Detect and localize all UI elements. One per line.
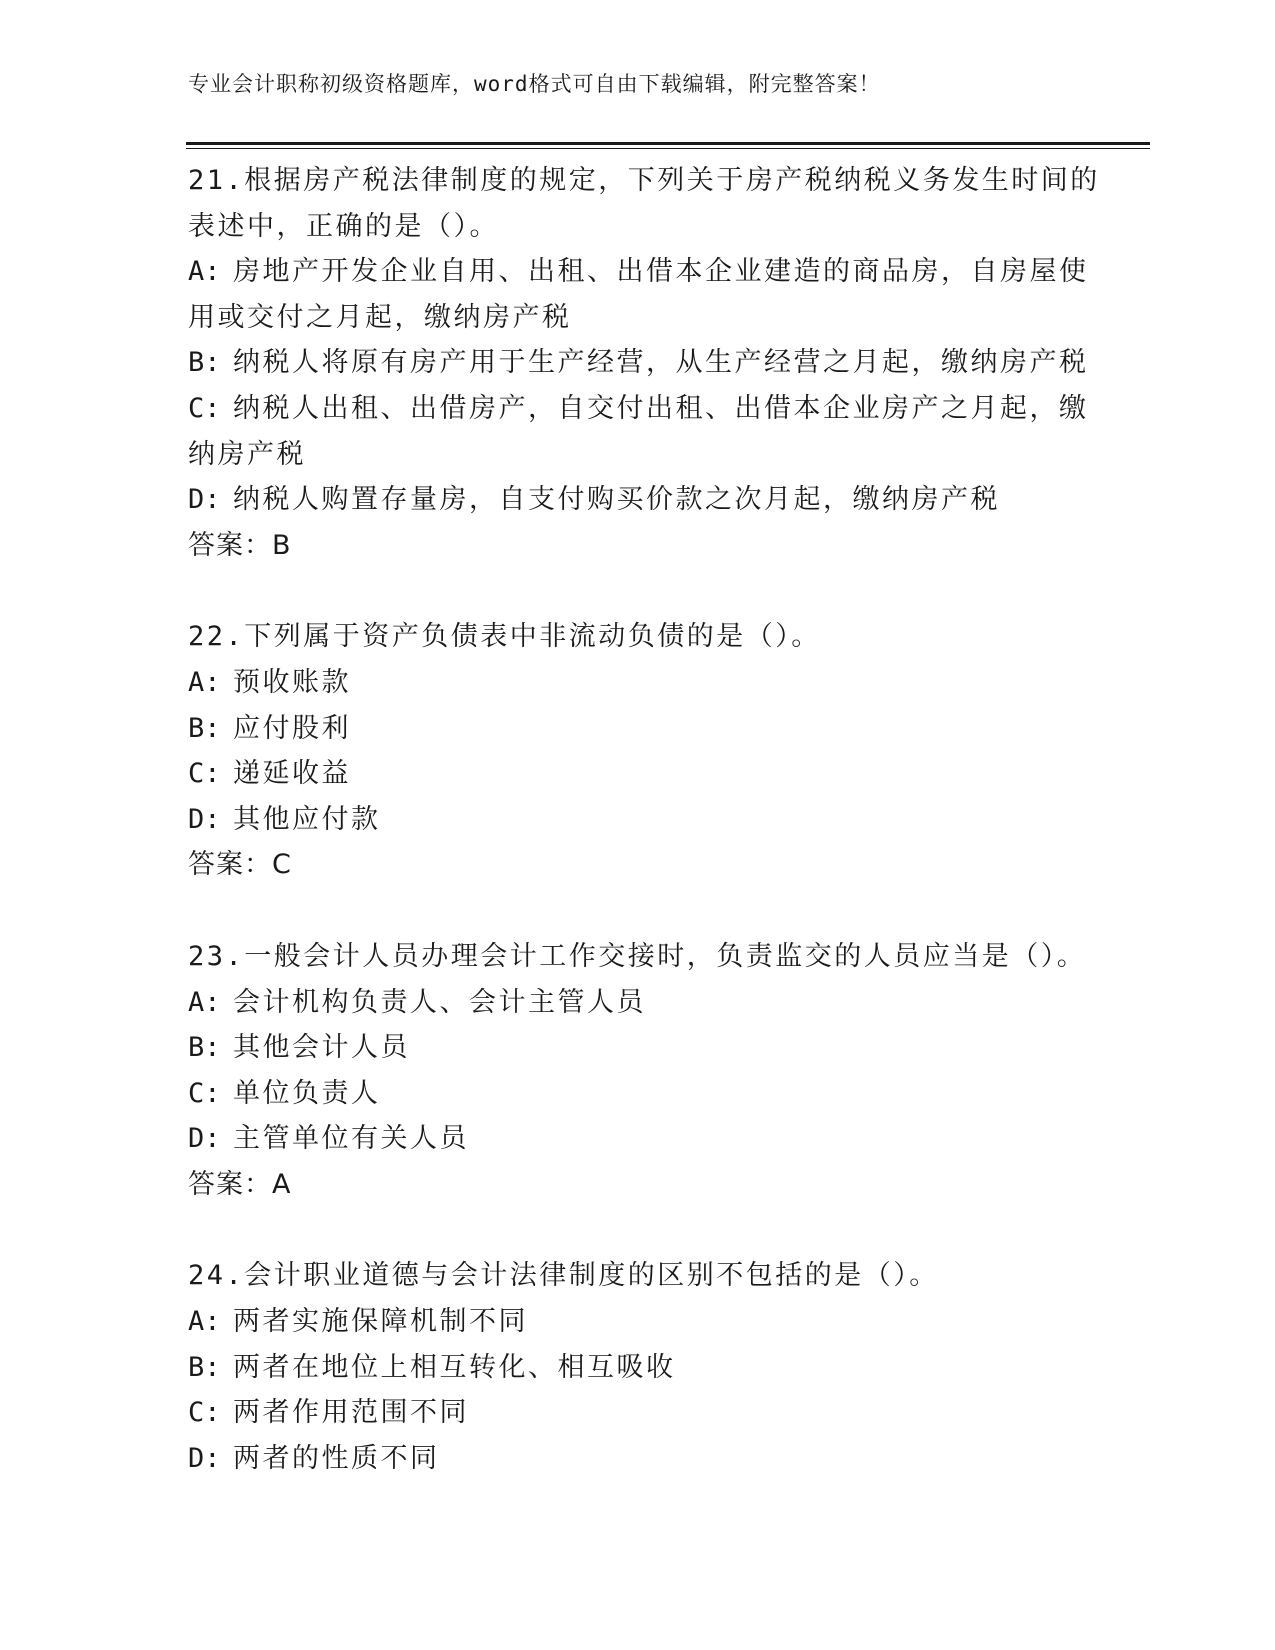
answer-line: 答案：C: [188, 849, 292, 881]
option-text: 单位负责人: [233, 1077, 381, 1109]
option-c: [188, 386, 1088, 432]
option-letter: A:: [188, 986, 221, 1018]
option-letter: A:: [188, 256, 221, 288]
question-24: [188, 1253, 1088, 1481]
option-letter: D:: [188, 1123, 221, 1155]
answer-line: 答案：A: [188, 1168, 292, 1200]
option-text: 纳税人出租、出借房产，自交付出租、出借本企业房产之月起，缴: [233, 392, 1089, 424]
option-a: [188, 249, 1088, 295]
question-list: [188, 158, 1100, 1481]
option-text: 房地产开发企业自用、出租、出借本企业建造的商品房，自房屋使: [233, 256, 1089, 288]
option-b: [188, 706, 1088, 752]
option-text: 纳税人将原有房产用于生产经营，从生产经营之月起，缴纳房产税: [233, 347, 1089, 379]
option-a: [188, 1299, 1088, 1345]
option-text: 纳税人购置存量房，自支付购买价款之次月起，缴纳房产税: [233, 484, 1000, 516]
question-22: [188, 614, 1088, 888]
question-23: [188, 934, 1088, 1208]
option-c: [188, 1390, 1088, 1436]
option-letter: B:: [188, 1351, 221, 1383]
option-d: [188, 1436, 1088, 1482]
header-rule-thick: [186, 142, 1150, 145]
option-c-continued: 纳房产税: [188, 438, 306, 470]
option-text: 其他会计人员: [233, 1032, 410, 1064]
option-letter: C:: [188, 392, 221, 424]
option-a: [188, 660, 1088, 706]
option-letter: D:: [188, 484, 221, 516]
option-letter: A:: [188, 1306, 221, 1338]
option-text: 两者在地位上相互转化、相互吸收: [233, 1351, 676, 1383]
option-letter: B:: [188, 347, 221, 379]
header-rule-thin: [186, 148, 1150, 149]
option-text: 预收账款: [233, 666, 351, 698]
option-text: 会计机构负责人、会计主管人员: [233, 986, 646, 1018]
option-letter: B:: [188, 712, 221, 744]
option-a-continued: 用或交付之月起，缴纳房产税: [188, 301, 572, 333]
option-letter: D:: [188, 803, 221, 835]
question-stem-line: 表述中，正确的是（）。: [188, 210, 499, 242]
option-text: 递延收益: [233, 758, 351, 790]
option-d: [188, 477, 1088, 523]
option-text: 应付股利: [233, 712, 351, 744]
question-stem-line: 23.一般会计人员办理会计工作交接时，负责监交的人员应当是（）。: [188, 940, 1087, 972]
option-letter: C:: [188, 758, 221, 790]
question-21: [188, 158, 1100, 568]
question-stem-line: 24.会计职业道德与会计法律制度的区别不包括的是（）。: [188, 1260, 939, 1292]
option-c: [188, 1071, 1088, 1117]
option-text: 两者作用范围不同: [233, 1397, 469, 1429]
option-letter: B:: [188, 1032, 221, 1064]
question-stem-line: 21.根据房产税法律制度的规定，下列关于房产税纳税义务发生时间的: [188, 165, 1100, 196]
option-text: 其他应付款: [233, 803, 381, 835]
option-letter: D:: [188, 1442, 221, 1474]
option-b: [188, 1025, 1088, 1071]
page-header: 专业会计职称初级资格题库，word格式可自由下载编辑，附完整答案！: [188, 72, 881, 96]
option-c: [188, 751, 1088, 797]
option-b: [188, 1345, 1088, 1391]
option-d: [188, 797, 1088, 843]
option-b: [188, 340, 1088, 386]
option-d: [188, 1116, 1088, 1162]
option-letter: A:: [188, 666, 221, 698]
answer-line: 答案：B: [188, 529, 292, 561]
question-stem-line: 22.下列属于资产负债表中非流动负债的是（）。: [188, 621, 821, 653]
option-letter: C:: [188, 1077, 221, 1109]
option-a: [188, 980, 1088, 1026]
option-text: 两者实施保障机制不同: [233, 1306, 528, 1338]
option-letter: C:: [188, 1397, 221, 1429]
option-text: 主管单位有关人员: [233, 1123, 469, 1155]
option-text: 两者的性质不同: [233, 1442, 440, 1474]
